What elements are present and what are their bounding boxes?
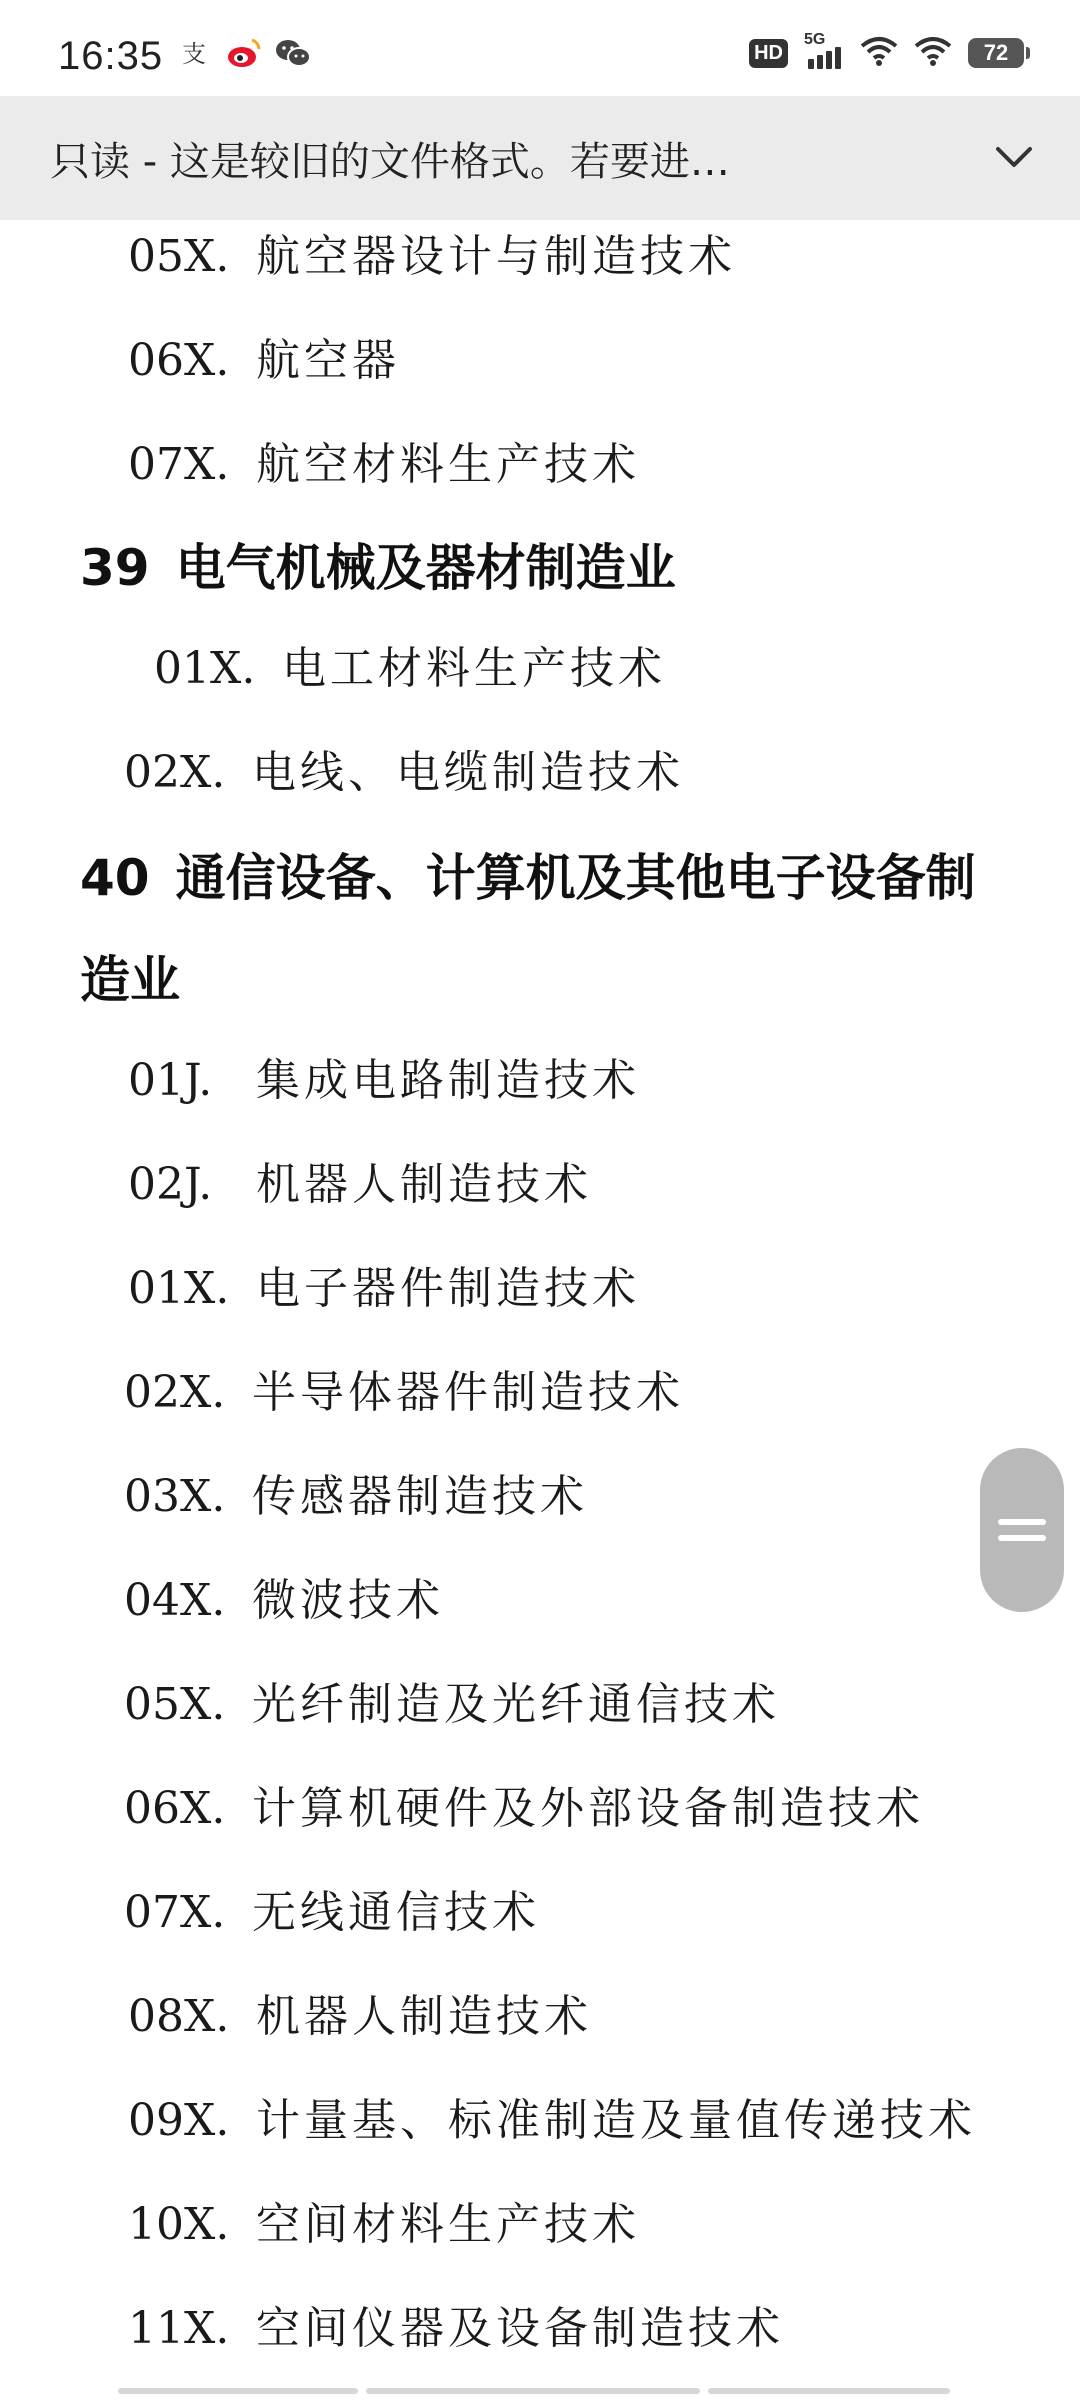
item-text: 航空器设计与制造技术 xyxy=(256,231,736,282)
grip-line xyxy=(998,1535,1046,1541)
list-item xyxy=(128,1148,592,1212)
item-text: 航空材料生产技术 xyxy=(256,439,640,490)
list-item xyxy=(124,1668,780,1732)
section-heading-40 xyxy=(80,838,976,910)
read-only-banner-text: 只读 - 这是较旧的文件格式。若要进… xyxy=(50,138,730,185)
item-code: 06X. xyxy=(128,335,230,386)
item-text: 计算机硬件及外部设备制造技术 xyxy=(252,1783,924,1834)
network-type-label: 5G xyxy=(804,31,826,48)
item-code: 05X. xyxy=(128,231,230,282)
item-text: 机器人制造技术 xyxy=(256,1159,592,1210)
item-text: 空间材料生产技术 xyxy=(256,2199,640,2250)
list-item xyxy=(128,324,400,388)
item-text: 空间仪器及设备制造技术 xyxy=(256,2303,784,2354)
item-code: 03X. xyxy=(124,1471,226,1522)
item-code: 06X. xyxy=(124,1783,226,1834)
list-item xyxy=(128,2084,976,2148)
alipay-icon xyxy=(178,36,212,70)
section-title-continued: 造业 xyxy=(80,951,180,1009)
chevron-down-icon[interactable] xyxy=(992,136,1036,180)
notification-icons xyxy=(178,36,308,70)
item-code: 01J. xyxy=(128,1055,213,1106)
document-body[interactable] xyxy=(0,220,1080,2400)
section-title: 通信设备、计算机及其他电子设备制 xyxy=(175,849,976,907)
list-item xyxy=(124,1460,588,1524)
item-code: 10X. xyxy=(128,2199,230,2250)
item-code: 02X. xyxy=(124,1367,226,1418)
hd-voice-icon: HD xyxy=(749,39,788,68)
status-bar xyxy=(0,0,1080,96)
item-text: 航空器 xyxy=(256,335,400,386)
item-text: 机器人制造技术 xyxy=(256,1991,592,2042)
fast-scroll-handle[interactable] xyxy=(980,1448,1064,1612)
list-item xyxy=(124,1356,684,1420)
item-text: 电子器件制造技术 xyxy=(256,1263,640,1314)
item-code: 02J. xyxy=(128,1159,213,1210)
list-item xyxy=(128,428,640,492)
item-text: 无线通信技术 xyxy=(252,1887,540,1938)
wifi-icon-secondary xyxy=(860,36,898,70)
list-item xyxy=(128,1252,640,1316)
list-item xyxy=(128,1980,592,2044)
section-number: 40 xyxy=(80,849,150,907)
item-code: 05X. xyxy=(124,1679,226,1730)
section-title: 电气机械及器材制造业 xyxy=(175,539,676,597)
read-only-banner[interactable] xyxy=(0,96,1080,220)
horizontal-scroll-indicator[interactable] xyxy=(118,2388,958,2394)
list-item xyxy=(128,2292,784,2356)
list-item xyxy=(124,1772,924,1836)
item-code: 09X. xyxy=(128,2095,230,2146)
item-code: 04X. xyxy=(124,1575,226,1626)
grip-line xyxy=(998,1519,1046,1525)
list-item xyxy=(124,1564,444,1628)
item-text: 电线、电缆制造技术 xyxy=(252,747,684,798)
status-time: 16:35 xyxy=(58,34,164,78)
list-item xyxy=(128,2188,640,2252)
list-item xyxy=(124,1876,540,1940)
item-text: 微波技术 xyxy=(252,1575,444,1626)
section-number: 39 xyxy=(80,539,150,597)
system-status-icons xyxy=(749,31,1024,70)
weibo-icon xyxy=(226,36,260,70)
item-text: 电工材料生产技术 xyxy=(282,643,666,694)
item-code: 07X. xyxy=(124,1887,226,1938)
section-heading-39 xyxy=(80,528,676,600)
item-text: 传感器制造技术 xyxy=(252,1471,588,1522)
svg-text:支: 支 xyxy=(182,40,206,68)
wechat-icon xyxy=(274,36,308,70)
item-code: 01X. xyxy=(128,1263,230,1314)
item-text: 计量基、标准制造及量值传递技术 xyxy=(256,2095,976,2146)
wifi-icon xyxy=(914,36,952,70)
list-item xyxy=(128,1044,640,1108)
item-code: 08X. xyxy=(128,1991,230,2042)
item-text: 半导体器件制造技术 xyxy=(252,1367,684,1418)
item-text: 集成电路制造技术 xyxy=(256,1055,640,1106)
section-heading-40-continued xyxy=(80,940,180,1012)
battery-icon: 72 xyxy=(968,38,1024,68)
item-code: 07X. xyxy=(128,439,230,490)
indicator-segment xyxy=(708,2388,950,2394)
indicator-segment xyxy=(118,2388,358,2394)
list-item xyxy=(154,632,666,696)
item-code: 02X. xyxy=(124,747,226,798)
item-text: 光纤制造及光纤通信技术 xyxy=(252,1679,780,1730)
item-code: 01X. xyxy=(154,643,256,694)
cellular-signal-icon xyxy=(804,31,844,69)
item-code: 11X. xyxy=(128,2303,230,2354)
list-item xyxy=(128,220,736,284)
indicator-segment xyxy=(366,2388,700,2394)
list-item xyxy=(124,736,684,800)
